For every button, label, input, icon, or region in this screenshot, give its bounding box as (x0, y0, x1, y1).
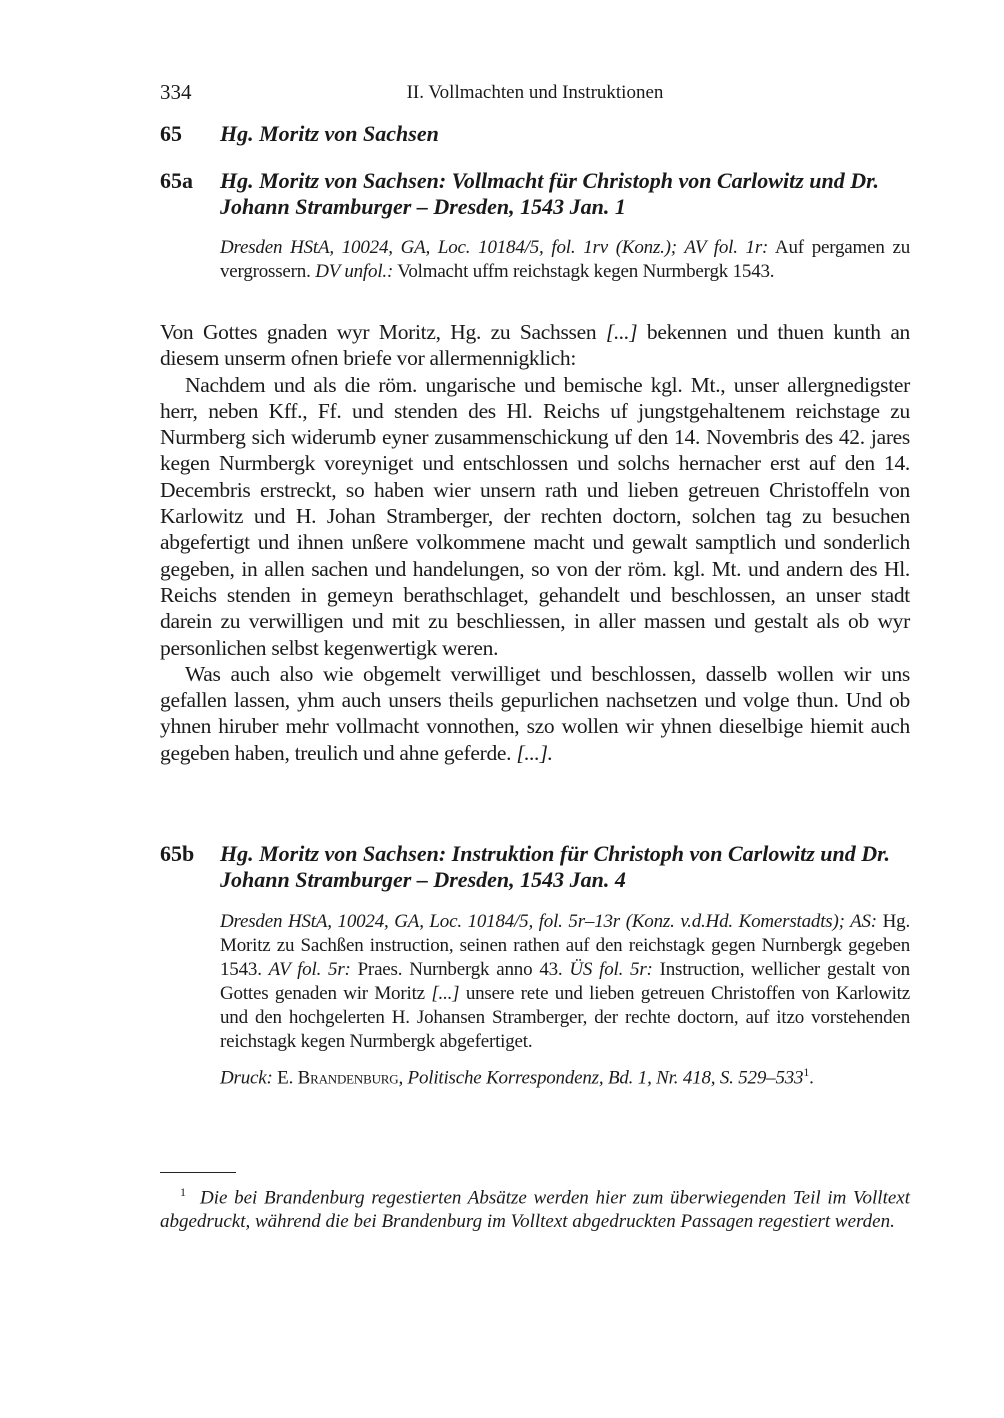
text: . (809, 1067, 814, 1089)
work-title: , Politische Korrespondenz, Bd. 1, Nr. 418, S. 529–533 (398, 1067, 804, 1089)
footnote-text: Die bei Brandenburg regestierten Absätze werden hier zum überwiegenden Teil im Volltext abgedruckt, während die bei Brandenburg im Volltext abgedruckten Passagen regestiert werden. (160, 1187, 910, 1233)
section-title: Hg. Moritz von Sachsen: Vollmacht für Christoph von Carlowitz und Dr. Johann Stramburger – Dresden, 1543 Jan. 1 (220, 168, 879, 219)
print-reference (220, 1060, 910, 1090)
section-number: 65a (160, 168, 193, 193)
section-65a-heading (160, 168, 910, 220)
source-note-65a (220, 236, 910, 284)
document-body-65a (160, 319, 910, 766)
text: Nachdem und als die röm. ungarische und bemische kgl. Mt., unser allergnedigster herr, neben Kff., Ff. und stenden des Hl. Reichs uf jungstgehaltenem reichstage zu Nurmberg sich widerumb eyner zusammenschickung uf den 14. Novembris des 42. jares kegen Nurmbergk voreyniget und entschlossen und solchs hernacher erst auf den 14. Decembris erstreckt, so haben wier unsern rath und lieben getreuen Christoffeln von Karlowitz und H. Johan Stramberger, der rechten doctorn, solchen tag zu besuchen abgefertigt und ihnen unßere volkommene macht und gewalt samptlich und sonderlich gegeben, in allen sachen und handelungen, so von der röm. kgl. Mt. und andern des Hl. Reichs stenden in gemeyn berathschlaget, gehandelt und beschlossen, an unser stadt darein zu verwilligen und mit zu beschliessen, in aller massen und gestalt als ob wyr personlichen selbst kegenwertigk weren. (160, 372, 910, 660)
paragraph (160, 661, 910, 766)
footnote-number: 1 (180, 1185, 186, 1199)
section-number: 65b (160, 841, 195, 866)
footnote-marker[interactable]: 1 (803, 1065, 810, 1079)
footnote-divider (160, 1172, 236, 1173)
paragraph (160, 372, 910, 661)
ellipsis: [...] (431, 983, 460, 1004)
archive-ref: Dresden HStA, 10024, GA, Loc. 10184/5, fol. 1rv (Konz.); AV fol. 1r: (220, 237, 769, 258)
section-number: 65 (160, 121, 182, 146)
archive-ref: Dresden HStA, 10024, GA, Loc. 10184/5, fol. 5r–13r (Konz. v.d.Hd. Komerstadts); AS: (220, 911, 877, 932)
note-text: Hg. Moritz zu Sachßen instruction, seinen rathen auf den reichstagk gegen Nurnbergk gegeben 1543. (220, 911, 911, 980)
archive-ref: DV unfol.: (315, 261, 394, 282)
archive-ref: ÜS fol. 5r: (569, 959, 653, 980)
text: E. (272, 1067, 298, 1089)
paragraph (160, 319, 910, 372)
label: Druck: (220, 1067, 273, 1089)
text: Von Gottes gnaden wyr Moritz, Hg. zu Sachssen (160, 320, 606, 344)
note-text: Volmacht uffm reichstagk kegen Nurmbergk 1543. (393, 261, 775, 282)
footnote (160, 1180, 910, 1234)
section-65b-heading (160, 841, 910, 893)
ellipsis: [...] (605, 320, 638, 344)
section-title: Hg. Moritz von Sachsen (220, 121, 439, 146)
source-note-65b (220, 910, 910, 1090)
note-text: Praes. Nurnbergk anno 43. (350, 959, 570, 980)
text: bekennen und thuen kunth an diesem unserm ofnen briefe vor allermennigklich: (160, 320, 911, 371)
note-text: Instruction, wellicher gestalt von Gottes genaden wir Moritz (220, 959, 910, 1004)
page-number: 334 (160, 80, 192, 104)
section-65-heading (160, 121, 910, 147)
text: Was auch also wie obgemelt verwilliget und beschlossen, dasselb wollen wir uns gefallen lassen, yhm auch unsers theils gepurlichen nachsetzen und volge thun. Und ob yhnen hiruber mehr vollmacht vonnothen, szo wollen wir yhnen dieselbige hiemit auch gegeben haben, treulich und ahne geferde. (160, 661, 910, 765)
running-title: II. Vollmachten und Instruktionen (406, 82, 664, 103)
note-text: Auf pergamen zu vergrossern. (220, 237, 910, 282)
section-title: Hg. Moritz von Sachsen: Instruktion für Christoph von Carlowitz und Dr. Johann Stramburger – Dresden, 1543 Jan. 4 (220, 841, 891, 892)
note-text: unsere rete und lieben getreuen Christoffen von Karlowitz und den hochgelerten H. Johansen Stramberger, der rechte doctorn, auf itzo vorstehenden reichstagk kegen Nurmbergk abgefertiget. (220, 983, 910, 1052)
author: Brandenburg (297, 1067, 399, 1089)
archive-ref: AV fol. 5r: (268, 959, 351, 980)
ellipsis: [...]. (516, 740, 553, 765)
